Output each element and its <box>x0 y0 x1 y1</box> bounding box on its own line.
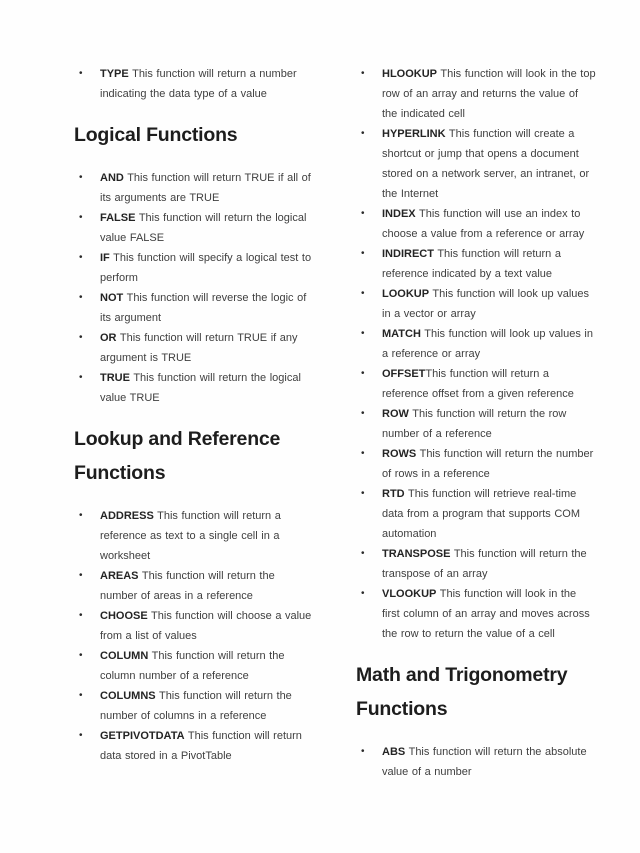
function-entry-text <box>382 64 596 124</box>
function-term: INDIRECT <box>382 248 434 260</box>
function-term: VLOOKUP <box>382 588 437 600</box>
bullet-icon: • <box>361 408 365 419</box>
function-list-item <box>74 566 314 606</box>
function-list-item <box>356 124 596 204</box>
function-term: ROW <box>382 408 409 420</box>
bullet-icon: • <box>361 368 365 379</box>
bullet-icon: • <box>361 68 365 79</box>
function-term: INDEX <box>382 208 416 220</box>
function-list-item <box>356 284 596 324</box>
function-entry-text <box>382 324 596 364</box>
function-term: FALSE <box>100 212 136 224</box>
bullet-icon: • <box>361 588 365 599</box>
bullet-icon: • <box>361 128 365 139</box>
function-entry-text <box>100 686 314 726</box>
function-entry-text <box>382 244 596 284</box>
function-list-item <box>74 646 314 686</box>
section-heading: Math and Trigonometry Functions <box>356 664 568 720</box>
function-term: TYPE <box>100 68 129 80</box>
function-list-item <box>74 208 314 248</box>
function-description: This function will use an index to choose a value from a reference or array <box>382 208 585 240</box>
bullet-icon: • <box>79 690 83 701</box>
function-term: COLUMN <box>100 650 149 662</box>
function-entry-text <box>382 404 596 444</box>
function-term: ROWS <box>382 448 417 460</box>
bullet-icon: • <box>361 328 365 339</box>
function-description: This function will return the number of areas in a reference <box>100 570 275 602</box>
function-description: This function will return the column number of a reference <box>100 650 285 682</box>
function-list-item <box>74 726 314 766</box>
function-list-item <box>74 288 314 328</box>
function-list-item <box>356 324 596 364</box>
function-term: HYPERLINK <box>382 128 446 140</box>
function-term: TRANSPOSE <box>382 548 451 560</box>
function-description: This function will return the absolute value of a number <box>382 746 587 778</box>
function-entry-text <box>382 742 596 782</box>
function-term: HLOOKUP <box>382 68 437 80</box>
function-term: NOT <box>100 292 124 304</box>
bullet-icon: • <box>79 332 83 343</box>
function-list-item <box>74 606 314 646</box>
function-list-item <box>356 244 596 284</box>
bullet-icon: • <box>361 746 365 757</box>
function-term: GETPIVOTDATA <box>100 730 185 742</box>
bullet-icon: • <box>79 570 83 581</box>
function-entry-text <box>100 168 314 208</box>
function-entry-text <box>382 124 596 204</box>
function-description: This function will return the logical value TRUE <box>100 372 301 404</box>
bullet-icon: • <box>79 650 83 661</box>
function-entry-text <box>100 248 314 288</box>
function-list-item <box>356 404 596 444</box>
function-list-item <box>356 204 596 244</box>
function-term: IF <box>100 252 110 264</box>
function-term: OFFSET <box>382 368 426 380</box>
bullet-icon: • <box>79 510 83 521</box>
function-description: This function will return TRUE if any argument is TRUE <box>100 332 298 364</box>
function-term: ABS <box>382 746 406 758</box>
column-left <box>74 64 314 782</box>
function-list-item <box>356 64 596 124</box>
function-entry-text <box>100 64 314 104</box>
function-entry-text <box>100 606 314 646</box>
function-entry-text <box>100 328 314 368</box>
function-description: This function will return data stored in a PivotTable <box>100 730 302 762</box>
bullet-icon: • <box>79 610 83 621</box>
bullet-icon: • <box>361 248 365 259</box>
function-list-item <box>356 364 596 404</box>
function-entry-text <box>100 288 314 328</box>
function-list-item <box>74 506 314 566</box>
function-term: OR <box>100 332 117 344</box>
bullet-icon: • <box>361 288 365 299</box>
function-entry-text <box>100 208 314 248</box>
function-entry-text <box>100 646 314 686</box>
function-list-item <box>356 742 596 782</box>
function-description: This function will return a reference as text to a single cell in a worksheet <box>100 510 281 562</box>
bullet-icon: • <box>361 448 365 459</box>
function-term: ADDRESS <box>100 510 154 522</box>
function-entry-text <box>382 584 596 644</box>
bullet-icon: • <box>79 730 83 741</box>
function-description: This function will choose a value from a list of values <box>100 610 312 642</box>
function-entry-text <box>382 204 596 244</box>
bullet-icon: • <box>79 68 83 79</box>
function-term: AREAS <box>100 570 139 582</box>
bullet-icon: • <box>361 208 365 219</box>
bullet-icon: • <box>79 252 83 263</box>
function-term: AND <box>100 172 124 184</box>
function-description: This function will return the number of columns in a reference <box>100 690 292 722</box>
function-term: COLUMNS <box>100 690 156 702</box>
bullet-icon: • <box>79 212 83 223</box>
section-heading: Lookup and Reference Functions <box>74 428 281 484</box>
function-description: This function will look up values in a reference or array <box>382 328 593 360</box>
function-entry-text <box>100 566 314 606</box>
function-list-item <box>356 484 596 544</box>
function-description: This function will reverse the logic of its argument <box>100 292 307 324</box>
function-entry-text <box>382 484 596 544</box>
function-term: RTD <box>382 488 405 500</box>
bullet-icon: • <box>79 292 83 303</box>
section-heading: Logical Functions <box>74 124 238 146</box>
function-description: This function will specify a logical test to perform <box>100 252 312 284</box>
function-description: This function will look in the first column of an array and moves across the row to return the value of a cell <box>382 588 590 640</box>
function-description: This function will return the number of rows in a reference <box>382 448 594 480</box>
function-entry-text <box>382 544 596 584</box>
function-list-item <box>356 444 596 484</box>
function-description: This function will return the transpose of an array <box>382 548 587 580</box>
function-description: This function will return the row number of a reference <box>382 408 567 440</box>
function-entry-text <box>382 364 596 404</box>
function-term: CHOOSE <box>100 610 148 622</box>
function-entry-text <box>382 444 596 484</box>
bullet-icon: • <box>79 372 83 383</box>
function-description: This function will return a reference offset from a given reference <box>382 368 574 400</box>
function-term: TRUE <box>100 372 130 384</box>
function-description: This function will return the logical value FALSE <box>100 212 307 244</box>
function-list-item <box>74 328 314 368</box>
function-description: This function will return a reference indicated by a text value <box>382 248 561 280</box>
function-description: This function will return a number indicating the data type of a value <box>100 68 297 100</box>
function-entry-text <box>100 506 314 566</box>
function-description: This function will retrieve real-time data from a program that supports COM automation <box>382 488 581 540</box>
function-list-item <box>74 168 314 208</box>
function-term: LOOKUP <box>382 288 430 300</box>
function-list-item <box>74 686 314 726</box>
function-list-item <box>74 368 314 408</box>
function-list-item <box>356 584 596 644</box>
function-term: MATCH <box>382 328 421 340</box>
function-list-item <box>74 248 314 288</box>
function-description: This function will create a shortcut or jump that opens a document stored on a network server, an intranet, or the Internet <box>382 128 590 200</box>
function-description: This function will return TRUE if all of its arguments are TRUE <box>100 172 311 204</box>
function-entry-text <box>382 284 596 324</box>
function-entry-text <box>100 368 314 408</box>
function-description: This function will look in the top row of an array and returns the value of the indicated cell <box>382 68 596 120</box>
function-entry-text <box>100 726 314 766</box>
function-description: This function will look up values in a vector or array <box>382 288 589 320</box>
function-list-item <box>74 64 314 104</box>
function-list-item <box>356 544 596 584</box>
column-right <box>356 64 596 782</box>
bullet-icon: • <box>79 172 83 183</box>
bullet-icon: • <box>361 488 365 499</box>
bullet-icon: • <box>361 548 365 559</box>
